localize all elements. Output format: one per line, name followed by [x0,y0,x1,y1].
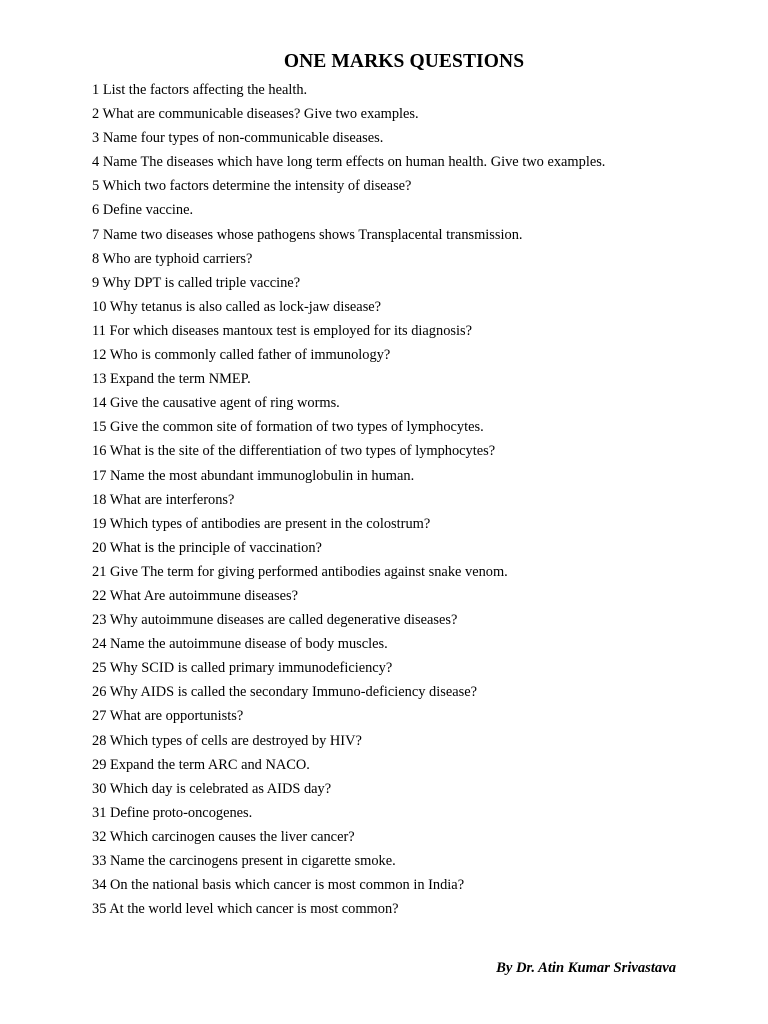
question-number: 35 [92,901,107,918]
question-text: Who is commonly called father of immunology? [109,347,391,364]
question-number: 34 [92,877,107,894]
question-number: 20 [92,539,107,556]
question-number: 8 [92,250,100,267]
question-text: Name The diseases which have long term effects on human health. Give two examples. [102,154,606,171]
page-title: ONE MARKS QUESTIONS [283,51,525,72]
question-number: 19 [92,515,107,532]
question-number: 12 [92,347,107,364]
question-text: Name the autoimmune disease of body muscles. [110,636,388,653]
question-number: 31 [92,804,107,821]
question-text: Which types of cells are destroyed by HIV? [109,732,362,749]
question-item [92,514,605,538]
question-item [92,104,605,128]
question-item [92,706,605,730]
question-number: 28 [92,732,107,749]
question-number: 23 [92,612,107,629]
question-text: Which two factors determine the intensity of disease? [102,178,412,195]
question-item [92,875,605,899]
question-text: Name two diseases whose pathogens shows Transplacental transmission. [102,226,523,243]
question-item [92,538,605,562]
question-text: Give the common site of formation of two types of lymphocytes. [110,419,484,436]
question-number: 21 [92,563,107,580]
question-number: 16 [92,443,107,460]
question-text: Which types of antibodies are present in the colostrum? [109,515,431,532]
question-item [92,152,605,176]
question-text: Who are typhoid carriers? [102,250,253,267]
question-text: Why DPT is called triple vaccine? [102,274,301,291]
question-item [92,249,605,273]
question-item [92,417,605,441]
question-text: Why autoimmune diseases are called degenerative diseases? [109,612,458,629]
question-item [92,80,605,104]
question-item [92,755,605,779]
question-item [92,176,605,200]
question-item [92,466,605,490]
question-text: What is the site of the differentiation of two types of lymphocytes? [109,443,496,460]
question-item [92,658,605,682]
question-item [92,200,605,224]
question-text: Name the most abundant immunoglobulin in human. [110,467,415,484]
question-item [92,562,605,586]
question-number: 4 [92,154,100,171]
question-number: 15 [92,419,107,436]
question-text: Why AIDS is called the secondary Immuno-deficiency disease? [109,684,477,701]
question-text: What is the principle of vaccination? [109,539,322,556]
question-number: 27 [92,708,107,725]
question-item [92,586,605,610]
question-item [92,128,605,152]
question-number: 25 [92,660,107,677]
question-text: What are communicable diseases? Give two examples. [102,106,419,123]
question-text: Define proto-oncogenes. [110,804,253,821]
question-item [92,345,605,369]
question-number: 9 [92,274,100,291]
question-text: For which diseases mantoux test is employed for its diagnosis? [109,322,472,339]
question-number: 13 [92,371,107,388]
question-item [92,610,605,634]
question-number: 22 [92,587,107,604]
question-text: Expand the term NMEP. [110,371,251,388]
question-number: 6 [92,202,100,219]
question-text: What are opportunists? [109,708,244,725]
question-item [92,273,605,297]
question-text: What are interferons? [109,491,235,508]
question-item [92,490,605,514]
question-item [92,779,605,803]
question-text: Give The term for giving performed antibodies against snake venom. [110,563,508,580]
question-text: Define vaccine. [102,202,194,219]
question-number: 26 [92,684,107,701]
question-item [92,321,605,345]
question-number: 32 [92,828,107,845]
question-text: At the world level which cancer is most common? [109,901,399,918]
question-item [92,682,605,706]
question-number: 1 [92,82,100,98]
question-number: 11 [92,322,106,339]
question-item [92,225,605,249]
question-text: On the national basis which cancer is most common in India? [110,877,465,894]
question-item [92,393,605,417]
question-text: Expand the term ARC and NACO. [110,756,310,773]
question-number: 17 [92,467,107,484]
question-number: 29 [92,756,107,773]
question-text: Why tetanus is also called as lock-jaw disease? [109,298,382,315]
question-number: 33 [92,853,107,869]
question-number: 10 [92,298,107,315]
question-text: Why SCID is called primary immunodeficiency? [109,660,393,677]
question-item [92,441,605,465]
question-item [92,731,605,755]
author-credit: By Dr. Atin Kumar Srivastava [496,960,676,976]
question-text: Name the carcinogens present in cigarette smoke. [110,853,396,869]
question-number: 5 [92,178,100,195]
question-item [92,297,605,321]
question-text: Give the causative agent of ring worms. [110,395,340,412]
question-item [92,899,605,923]
question-text: Which carcinogen causes the liver cancer? [109,828,355,845]
question-number: 2 [92,106,100,123]
question-text: Name four types of non-communicable diseases. [102,130,384,147]
question-item [92,827,605,851]
question-item [92,803,605,827]
question-number: 18 [92,491,107,508]
question-number: 7 [92,226,100,243]
question-number: 30 [92,780,107,797]
question-text: List the factors affecting the health. [102,82,308,98]
question-text: Which day is celebrated as AIDS day? [109,780,332,797]
question-list [92,80,605,923]
question-text: What Are autoimmune diseases? [109,587,298,604]
question-item [92,851,605,875]
question-number: 24 [92,636,107,653]
question-number: 3 [92,130,100,147]
question-item [92,634,605,658]
question-number: 14 [92,395,107,412]
question-item [92,369,605,393]
